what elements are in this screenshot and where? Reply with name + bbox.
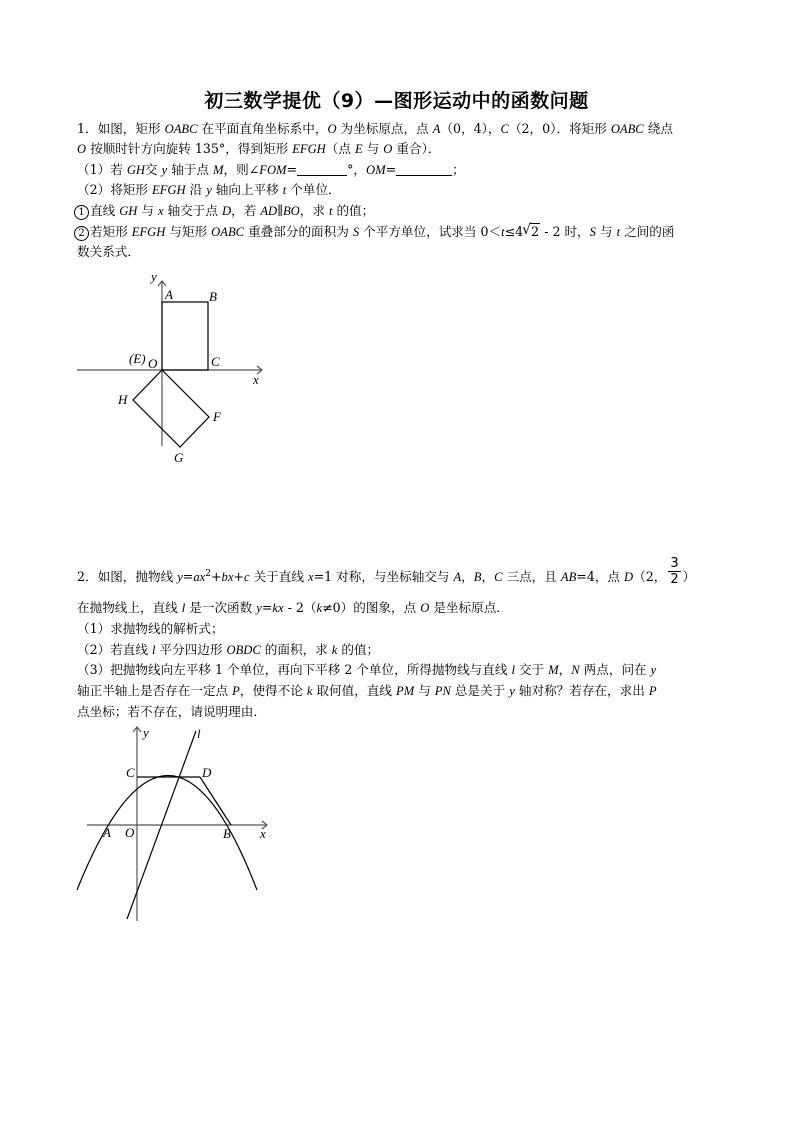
text: ，则∠ <box>223 162 260 177</box>
label-y: y <box>151 269 157 284</box>
math: k <box>331 643 338 657</box>
math: O <box>383 142 393 156</box>
text: 沿 <box>185 182 207 197</box>
math: A <box>453 570 462 585</box>
text: - 2 时， <box>540 224 590 239</box>
math: PM <box>396 684 415 698</box>
text: 个平方单位，试求当 0＜ <box>359 224 502 239</box>
math: C <box>500 122 509 136</box>
exponent: 2 <box>205 569 211 579</box>
label-o: O <box>125 825 135 840</box>
math: AD <box>260 204 278 218</box>
text: 总是关于 <box>450 683 510 698</box>
math: OM <box>366 163 386 177</box>
label-c: C <box>211 354 220 369</box>
math: y <box>206 183 212 197</box>
text: ，使得不论 <box>239 683 307 698</box>
math: x <box>307 570 314 585</box>
text: 与 <box>595 224 617 239</box>
math: OABC <box>164 122 198 136</box>
fraction-denominator: 2 <box>670 572 679 588</box>
text: ≤4 <box>504 224 524 239</box>
text: ，若 <box>231 203 261 218</box>
text: 平分四边形 <box>155 642 227 657</box>
math: t <box>282 183 287 197</box>
text: ； <box>452 162 465 177</box>
text: 是一次函数 <box>185 600 257 615</box>
math: A <box>432 122 441 136</box>
text: ， <box>461 569 474 585</box>
math: EFGH <box>131 225 166 239</box>
text: - 2（ <box>283 600 317 615</box>
math: P <box>648 684 657 698</box>
label-o: O <box>148 356 158 371</box>
text: （1）若 <box>77 162 127 177</box>
text: ， <box>481 569 495 585</box>
math: EFGH <box>292 142 326 156</box>
circled-number-1: 1 <box>74 205 89 220</box>
segment-db <box>200 777 231 825</box>
label-x: x <box>253 372 259 387</box>
math: GH <box>119 204 138 218</box>
label-h: H <box>118 392 128 407</box>
math: O <box>77 142 87 156</box>
text: 与 <box>362 141 384 156</box>
problem2-q3-line3: 点坐标；若不存在，请说明理由． <box>77 704 266 719</box>
text: =4，点 <box>576 569 625 585</box>
math: y <box>650 663 657 677</box>
math: c <box>243 570 250 585</box>
math: k <box>306 684 313 698</box>
text: ≠0）的图象，点 <box>322 600 421 615</box>
radicand: 2 <box>531 224 540 239</box>
text: 两点，问在 <box>579 662 651 677</box>
text: 直线 <box>90 203 120 218</box>
math: OABC <box>610 122 644 136</box>
math: k <box>316 601 323 615</box>
text: （2）若直线 <box>77 642 152 657</box>
text: ∥ <box>277 203 283 218</box>
math: x <box>158 204 164 218</box>
text: 关于直线 <box>249 569 308 585</box>
text: + <box>210 569 222 585</box>
math: l <box>152 643 156 657</box>
math: y <box>256 601 262 615</box>
math: y <box>509 684 515 698</box>
math: S <box>589 225 596 239</box>
math: PN <box>434 684 451 698</box>
text: 重叠部分的面积为 <box>244 224 353 239</box>
text: 按顺时针方向旋转 135°，得到矩形 <box>86 141 293 156</box>
label-d: D <box>202 765 212 780</box>
text: ，求 <box>299 203 329 218</box>
label-a: A <box>165 287 173 302</box>
text: （2）将矩形 <box>77 182 152 197</box>
math: t <box>616 225 621 239</box>
label-e: (E) <box>129 351 146 366</box>
math: BO <box>282 204 300 218</box>
label-f: F <box>213 409 221 424</box>
label-c: C <box>126 765 135 780</box>
text: 轴正半轴上是否存在一定点 <box>77 683 233 698</box>
math: M <box>213 163 224 177</box>
math: t <box>501 225 505 239</box>
label-y: y <box>143 725 149 740</box>
text: 取何值，直线 <box>312 683 396 698</box>
text: （2， <box>633 569 667 585</box>
math: D <box>222 204 232 218</box>
problem-number: 2． <box>77 569 98 585</box>
label-g: G <box>174 450 184 465</box>
text: 与 <box>137 203 159 218</box>
math: P <box>232 684 240 698</box>
label-b: B <box>209 289 217 304</box>
math: EFGH <box>152 183 186 197</box>
text: ） <box>682 569 696 585</box>
text: = <box>385 162 397 177</box>
text: 绕点 <box>643 121 673 136</box>
math: M <box>548 663 559 677</box>
math: AB <box>560 570 577 585</box>
problem1-q2-2-cont: 数关系式． <box>77 244 140 259</box>
math: y <box>161 163 168 177</box>
text: 的值； <box>337 642 380 657</box>
math: O <box>327 122 337 136</box>
math: O <box>420 601 430 615</box>
math: ax <box>193 570 206 585</box>
math: E <box>354 142 363 156</box>
text: 轴于点 <box>167 162 214 177</box>
problem-number: 1． <box>77 121 98 136</box>
label-b: B <box>223 826 231 841</box>
math: bx <box>221 570 234 585</box>
text: 轴交于点 <box>163 203 222 218</box>
text: = <box>286 162 298 177</box>
text: 在平面直角坐标系中， <box>197 121 328 136</box>
text: （2，0）．将矩形 <box>508 121 611 136</box>
text: 如图，抛物线 <box>97 569 178 585</box>
text: 个单位． <box>286 182 341 197</box>
text: （点 <box>325 141 355 156</box>
text: 轴向上平移 <box>211 182 283 197</box>
text: 与矩形 <box>165 224 212 239</box>
math: D <box>624 570 634 585</box>
text: 轴对称？若存在，求出 <box>514 683 649 698</box>
math: FOM <box>259 163 287 177</box>
text: 之间的函 <box>620 224 675 239</box>
label-a: A <box>103 825 111 840</box>
math: l <box>511 663 515 677</box>
text: ， <box>558 662 572 677</box>
text: °， <box>347 162 366 177</box>
text: 如图，矩形 <box>97 121 165 136</box>
text: 交 <box>145 162 162 177</box>
text: 的值； <box>332 203 375 218</box>
text: 是坐标原点． <box>429 600 509 615</box>
math: B <box>473 570 482 585</box>
text: = <box>182 569 194 585</box>
page-title: 初三数学提优（9）—图形运动中的函数问题 <box>204 90 589 112</box>
text: 与 <box>414 683 435 698</box>
math: OABC <box>211 225 245 239</box>
text: 的面积，求 <box>260 642 332 657</box>
math: S <box>352 225 360 239</box>
text: 重合）． <box>392 141 441 156</box>
math: t <box>328 204 333 218</box>
circled-number-2: 2 <box>74 226 89 241</box>
text: + <box>233 569 244 585</box>
text: （3）把抛物线向左平移 1 个单位，再向下平移 2 个单位，所得抛物线与直线 <box>77 662 512 677</box>
math: GH <box>126 163 146 177</box>
label-x: x <box>260 826 266 841</box>
label-l: l <box>197 726 201 741</box>
fraction-numerator: 3 <box>670 556 679 572</box>
text: =1 对称，与坐标轴交与 <box>313 569 454 585</box>
math: kx <box>272 601 284 615</box>
text: 为坐标原点，点 <box>336 121 433 136</box>
math: N <box>571 663 580 677</box>
math: OBDC <box>226 643 261 657</box>
text: 在抛物线上，直线 <box>77 600 182 615</box>
math: l <box>181 601 186 615</box>
problem2-q1: （1）求抛物线的解析式； <box>77 621 224 636</box>
text: = <box>261 600 273 615</box>
text: 三点，且 <box>502 569 561 585</box>
text: （0，4）， <box>440 121 501 136</box>
text: 若矩形 <box>90 224 132 239</box>
math: y <box>177 570 183 585</box>
text: 交于 <box>514 662 549 677</box>
math: C <box>494 570 503 585</box>
